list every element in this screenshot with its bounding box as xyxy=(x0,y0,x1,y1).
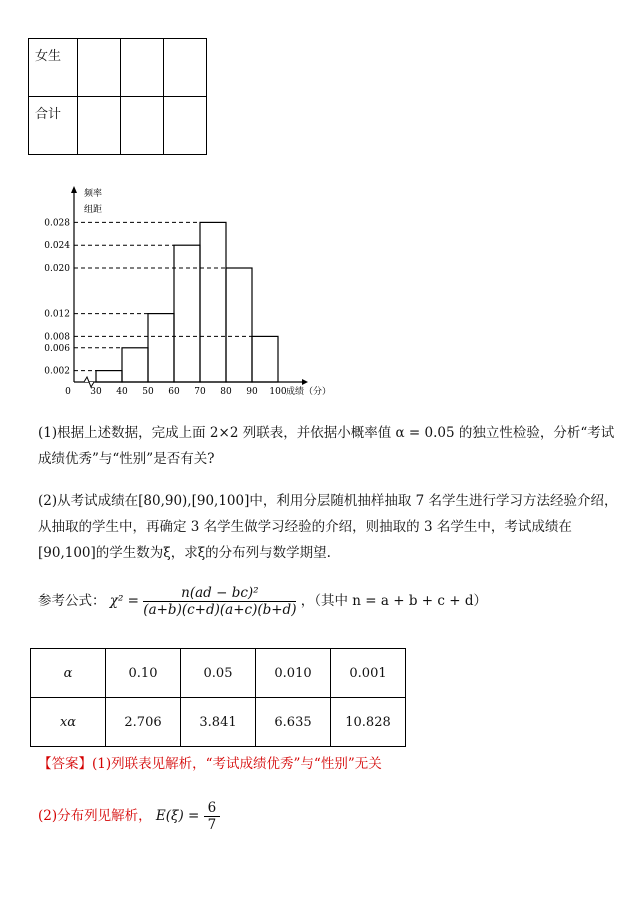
answer-2-denominator: 7 xyxy=(207,817,217,833)
formula-prefix: 参考公式： xyxy=(38,593,106,609)
origin-label: 0 xyxy=(65,387,71,397)
table-row xyxy=(31,649,406,698)
y-tick-label: 0.020 xyxy=(44,264,70,274)
answer-2-fraction xyxy=(204,800,221,833)
critical-value-table xyxy=(30,648,406,747)
y-axis-label-bottom: 组距 xyxy=(84,205,103,215)
table-row xyxy=(29,97,207,155)
question-1: (1)根据上述数据，完成上面 2×2 列联表，并依据小概率值 α = 0.05 的独立性检验，分析“考试成绩优秀”与“性别”是否有关? xyxy=(38,425,615,467)
y-tick-label: 0.024 xyxy=(44,241,70,252)
histogram-bar xyxy=(226,268,252,382)
table-cell: 0.05 xyxy=(181,649,256,698)
x-tick-label: 90 xyxy=(246,387,258,397)
table-cell xyxy=(164,39,207,97)
table-cell xyxy=(78,97,121,155)
row-label: 合计 xyxy=(29,97,78,155)
table-cell: 2.706 xyxy=(106,698,181,747)
x-tick-label: 30 xyxy=(90,387,102,397)
table-cell: xα xyxy=(31,698,106,747)
axis-break xyxy=(84,377,94,387)
histogram-bar xyxy=(174,245,200,382)
frequency-histogram xyxy=(30,182,370,397)
formula-numerator: n(ad − bc)² xyxy=(143,585,296,602)
table-cell: 0.001 xyxy=(331,649,406,698)
y-tick-label: 0.008 xyxy=(44,332,70,343)
x-tick-label: 80 xyxy=(220,387,232,397)
histogram-bar xyxy=(148,314,174,382)
formula-denominator: (a+b)(c+d)(a+c)(b+d) xyxy=(143,602,297,618)
table-cell: 0.10 xyxy=(106,649,181,698)
table-row xyxy=(29,39,207,97)
y-axis-label-top: 频率 xyxy=(84,189,103,199)
table-cell xyxy=(164,97,207,155)
table-cell xyxy=(121,39,164,97)
question-2: (2)从考试成绩在[80,90),[90,100]中，利用分层随机抽样抽取 7 名学生进行学习方法经验介绍，从抽取的学生中，再确定 3 名学生做学习经验的介绍，则抽取的 3 名学生中，考试成绩在[90,100]的学生数为ξ，求ξ的分布列与数学期望. xyxy=(38,493,618,561)
histogram-bar xyxy=(122,348,148,382)
y-tick-label: 0.012 xyxy=(44,309,70,320)
x-tick-label: 40 xyxy=(116,387,128,397)
reference-formula xyxy=(38,585,487,618)
table-cell xyxy=(78,39,121,97)
x-tick-label: 70 xyxy=(194,387,206,397)
answer-2-lhs: E(ξ) = xyxy=(155,808,200,824)
x-axis-arrow xyxy=(302,379,308,385)
y-tick-label: 0.002 xyxy=(44,366,70,377)
answer-2-prefix: (2)分布列见解析， xyxy=(38,808,152,824)
x-tick-label: 60 xyxy=(168,387,180,397)
table-row xyxy=(31,698,406,747)
formula-suffix: ，（其中 n = a + b + c + d） xyxy=(300,593,487,609)
x-axis-label: 成绩（分） xyxy=(286,387,332,397)
y-tick-label: 0.006 xyxy=(44,343,70,354)
table-cell: 0.010 xyxy=(256,649,331,698)
table-cell: 3.841 xyxy=(181,698,256,747)
table-cell: 6.635 xyxy=(256,698,331,747)
contingency-table xyxy=(28,38,207,155)
table-cell: 10.828 xyxy=(331,698,406,747)
table-cell xyxy=(121,97,164,155)
x-tick-label: 100 xyxy=(269,387,287,397)
histogram-bar xyxy=(252,336,278,382)
formula-lhs: χ² = xyxy=(109,593,139,609)
formula-fraction xyxy=(143,585,296,618)
y-tick-label: 0.028 xyxy=(44,218,70,229)
y-axis-arrow xyxy=(71,186,77,193)
table-cell: α xyxy=(31,649,106,698)
answer-2 xyxy=(38,800,220,833)
answer-2-numerator: 6 xyxy=(204,800,221,817)
x-tick-label: 50 xyxy=(142,387,154,397)
answer-1: 【答案】(1)列联表见解析，“考试成绩优秀”与“性别”无关 xyxy=(38,756,382,772)
row-label: 女生 xyxy=(29,39,78,97)
histogram-bar xyxy=(200,222,226,382)
histogram-bar xyxy=(96,371,122,382)
